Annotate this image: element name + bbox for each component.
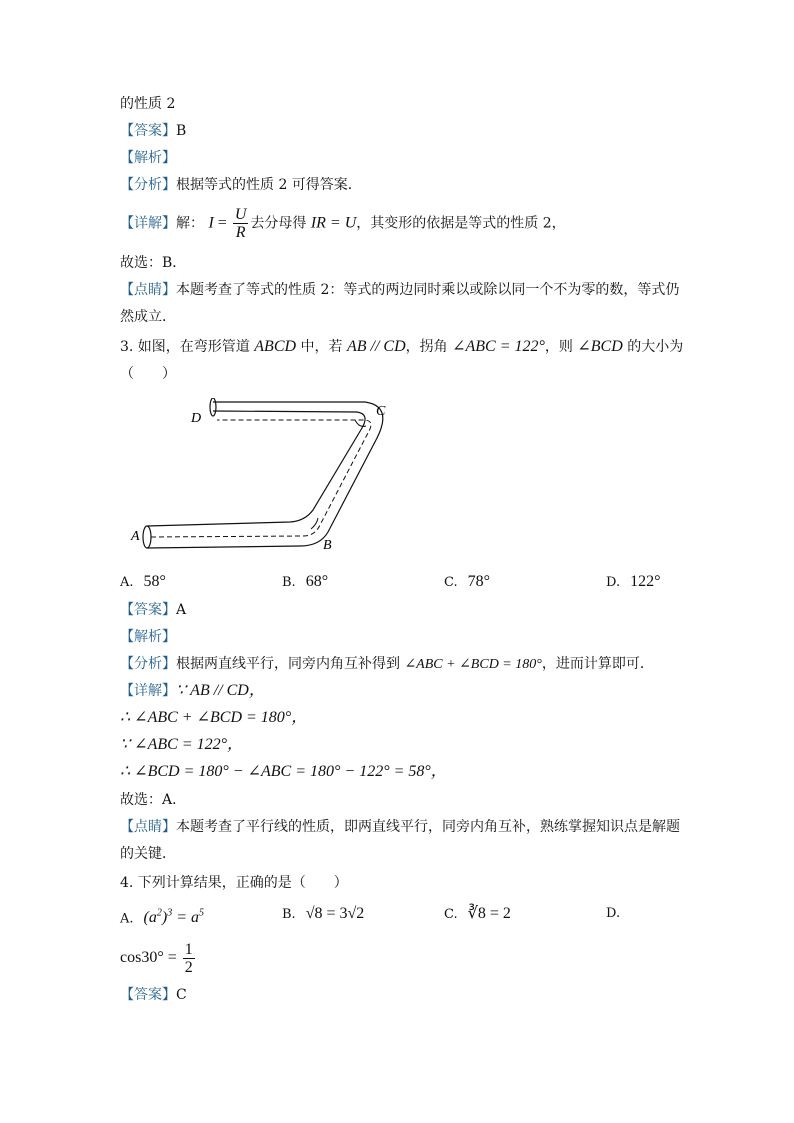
q4-option-b: B. √8 = 3√2 — [282, 905, 365, 922]
q2-choose: 故选：B． — [120, 255, 187, 271]
q2-analysis-heading: 【解析】 — [120, 150, 176, 166]
q3-detail-step3: ∵ ∠ABC = 122°， — [120, 736, 244, 753]
q3-comment: 【点睛】本题考查了平行线的性质，即两直线平行，同旁内角互补，熟练掌握知识点是解题 — [120, 819, 680, 835]
fraction-u-over-r: $\frac{U}{R}$ — [234, 206, 247, 241]
q3-detail-step1: 【详解】∵ AB // CD， — [120, 682, 265, 699]
q2-answer: 【答案】B — [120, 123, 187, 139]
q3-option-a: A. 58° — [120, 573, 166, 590]
q3-answer: 【答案】A — [120, 602, 187, 618]
q3-analysis-heading: 【解析】 — [120, 629, 176, 645]
angle-mark-b — [311, 518, 318, 529]
q4-option-a: A. $(a^2)^3 = a^5$ — [120, 908, 204, 927]
q3-detail-step4: ∴ ∠BCD = 180° − ∠ABC = 180° − 122° = 58°， — [120, 763, 447, 780]
q4-option-d-value: cos30° = $\frac{1}{2}$ — [120, 940, 193, 976]
q3-comment-cont: 的关键． — [120, 846, 176, 862]
pipe-inner-edge — [147, 402, 383, 548]
fraction-one-half: $\frac{1}{2}$ — [184, 940, 193, 976]
q3-option-b: B. 68° — [282, 573, 329, 590]
q2-comment: 【点睛】本题考查了等式的性质 2：等式的两边同时乘以或除以同一个不为零的数，等式仍 — [120, 282, 680, 298]
pipe-centerline — [151, 420, 371, 537]
q2-text-tail: 的性质 2 — [120, 96, 176, 112]
bent-pipe-figure — [125, 398, 395, 558]
q4-stem: 4. 下列计算结果，正确的是（ ） — [120, 875, 348, 891]
pipe-outer-edge — [147, 411, 365, 526]
q2-fenxi: 【分析】根据等式的性质 2 可得答案． — [120, 177, 362, 193]
q3-fenxi: 【分析】根据两直线平行，同旁内角互补得到 ∠ABC + ∠BCD = 180°，进而计算即可． — [120, 656, 654, 672]
label-b: B — [323, 538, 332, 553]
q3-choose: 故选：A． — [120, 792, 187, 808]
q3-option-c: C. 78° — [444, 573, 491, 590]
q3-stem-bracket: （ ） — [120, 366, 176, 382]
q4-answer: 【答案】C — [120, 987, 187, 1003]
q3-stem: 3. 如图，在弯形管道 ABCD 中，若 AB // CD，拐角 ∠ABC = 122°，则 ∠BCD 的大小为 — [120, 338, 684, 355]
label-c: C — [376, 404, 386, 419]
label-d: D — [191, 411, 202, 426]
q2-comment-cont: 然成立． — [120, 309, 176, 325]
q4-option-c: C. ∛8 = 2 — [444, 905, 511, 922]
q2-detail: 【详解】解： I = $\frac{U}{R}$ 去分母得 IR = U，其变形的依据是等式的性质 2， — [120, 206, 566, 241]
q3-option-d: D. 122° — [606, 573, 661, 590]
label-a: A — [131, 529, 140, 544]
pipe-end-a — [143, 526, 151, 548]
q3-detail-step2: ∴ ∠ABC + ∠BCD = 180°， — [120, 709, 308, 726]
q4-option-d: D. — [606, 906, 621, 921]
pipe-end-d — [210, 398, 216, 416]
